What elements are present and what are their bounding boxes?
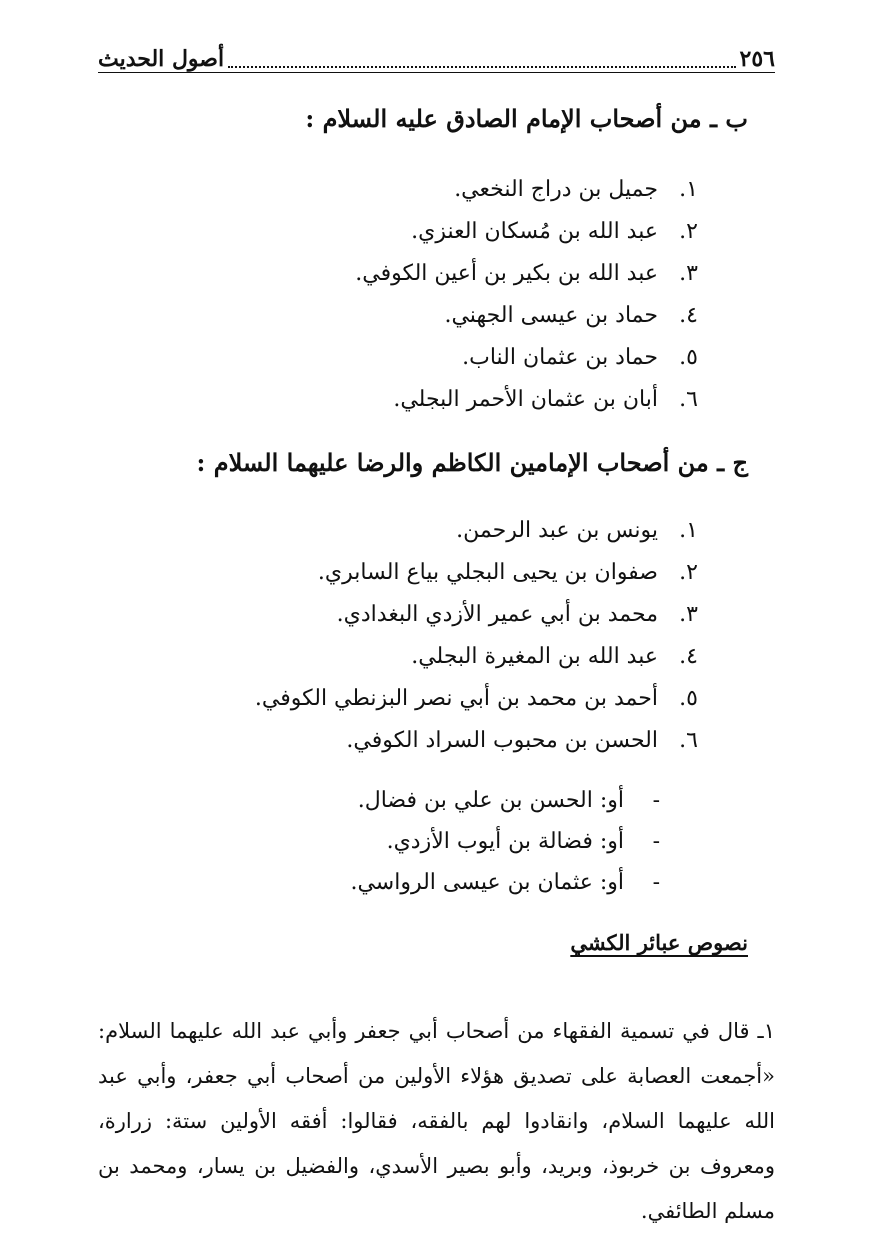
list-item [255, 552, 698, 594]
section-title: نصوص عبائر الكشي [570, 930, 748, 955]
item-text: جميل بن دراج النخعي. [454, 177, 658, 202]
item-number: ٦. [679, 728, 698, 753]
list-item [255, 510, 698, 552]
list-item [355, 337, 698, 379]
item-dash: - [652, 870, 660, 895]
item-number: ٤. [679, 644, 698, 669]
item-text: محمد بن أبي عمير الأزدي البغدادي. [336, 602, 658, 627]
item-number: ١. [679, 518, 698, 543]
item-number: ٤. [679, 303, 698, 328]
header-dotted-leader [228, 66, 735, 68]
item-text: يونس بن عبد الرحمن. [456, 518, 658, 543]
item-number: ٢. [679, 219, 698, 244]
item-text: أو: الحسن بن علي بن فضال. [357, 788, 624, 813]
list-item [355, 211, 698, 253]
list-item [350, 780, 660, 821]
item-text: أبان بن عثمان الأحمر البجلي. [393, 387, 658, 412]
section-b-list [355, 169, 698, 421]
list-item [355, 379, 698, 421]
item-number: ٥. [679, 345, 698, 370]
list-item [355, 169, 698, 211]
item-text: عبد الله بن بكير بن أعين الكوفي. [355, 261, 658, 286]
body-paragraph: ١ـ قال في تسمية الفقهاء من أصحاب أبي جعفر وأبي عبد الله عليهما السلام: «أجمعت العصابة على تصديق هؤلاء الأولين من أصحاب أبي جعفر، وأبي عبد الله عليهما السلام، وانقادوا لهم بالفقه، فقالوا: أفقه الأولين ستة: زرارة، ومعروف بن خربوذ، وبريد، وأبو بصير الأسدي، والفضيل بن يسار، ومحمد بن مسلم الطائفي. [98, 1019, 775, 1223]
list-item [255, 720, 698, 762]
item-number: ٥. [679, 686, 698, 711]
item-text: أو: فضالة بن أيوب الأزدي. [386, 829, 624, 854]
item-text: أو: عثمان بن عيسى الرواسي. [350, 870, 624, 895]
book-title: أصول الحديث [98, 46, 225, 72]
item-text: حماد بن عيسى الجهني. [444, 303, 658, 328]
section-b-heading: ب ـ من أصحاب الإمام الصادق عليه السلام : [305, 104, 748, 133]
item-text: أحمد بن محمد بن أبي نصر البزنطي الكوفي. [254, 686, 658, 711]
item-number: ٣. [679, 261, 698, 286]
section-c-alternatives [350, 780, 660, 903]
list-item [255, 594, 698, 636]
list-item [355, 253, 698, 295]
item-dash: - [652, 829, 660, 854]
item-text: صفوان بن يحيى البجلي بياع السابري. [317, 560, 658, 585]
list-item [350, 862, 660, 903]
item-number: ٢. [679, 560, 698, 585]
page-header [98, 38, 775, 73]
list-item [255, 678, 698, 720]
section-c-list [255, 510, 698, 762]
list-item [350, 821, 660, 862]
page-number: ٢٥٦ [739, 46, 775, 72]
item-number: ١. [679, 177, 698, 202]
section-c-heading: ج ـ من أصحاب الإمامين الكاظم والرضا عليهما السلام : [196, 448, 748, 477]
item-text: حماد بن عثمان الناب. [462, 345, 658, 370]
item-number: ٣. [679, 602, 698, 627]
item-text: عبد الله بن مُسكان العنزي. [411, 219, 658, 244]
item-text: الحسن بن محبوب السراد الكوفي. [346, 728, 658, 753]
item-text: عبد الله بن المغيرة البجلي. [411, 644, 658, 669]
list-item [255, 636, 698, 678]
item-dash: - [652, 788, 660, 813]
item-number: ٦. [679, 387, 698, 412]
list-item [355, 295, 698, 337]
